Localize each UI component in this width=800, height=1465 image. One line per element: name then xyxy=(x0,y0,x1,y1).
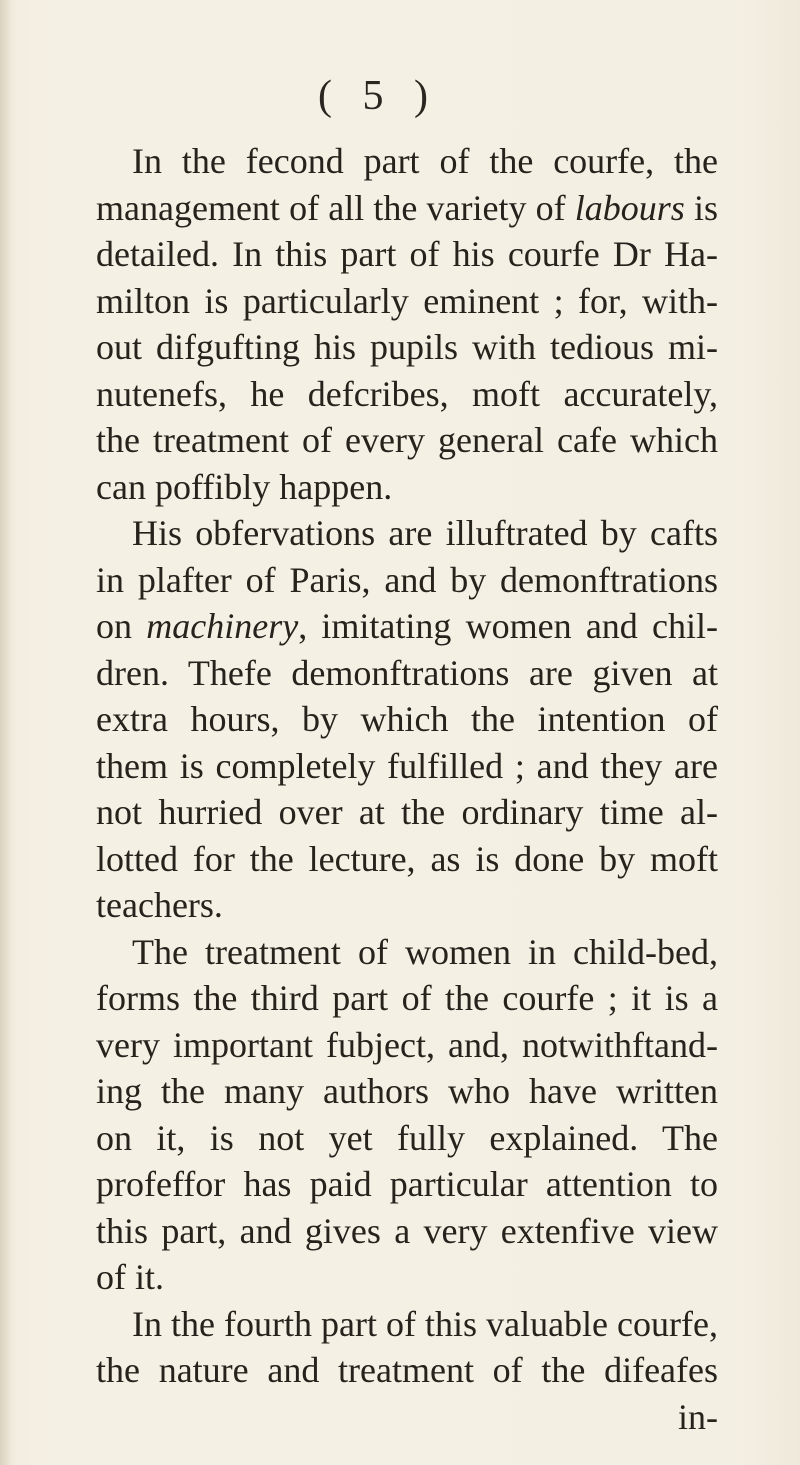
text-segment: forms the third part of the courfe ; it is a xyxy=(96,978,718,1018)
text-line xyxy=(96,324,718,371)
text-line xyxy=(96,185,718,232)
text-line xyxy=(96,975,718,1022)
text-segment: teachers. xyxy=(96,885,223,925)
text-segment: ing the many authors who have written xyxy=(96,1071,718,1111)
text-segment: lotted for the lecture, as is done by moft xyxy=(96,838,718,879)
text-line xyxy=(96,1254,718,1301)
text-line xyxy=(96,929,718,976)
text-segment: profeffor has paid particular attention to xyxy=(96,1164,718,1204)
text-segment: is xyxy=(684,187,719,228)
text-segment: this part, and gives a very extenfive view xyxy=(96,1210,718,1251)
text-line xyxy=(96,1022,718,1069)
text-segment: them is completely fulfilled ; and they are xyxy=(96,745,718,786)
italic-text: machinery xyxy=(146,606,299,646)
text-line xyxy=(96,743,718,790)
text-line xyxy=(96,1068,718,1115)
text-segment: in- xyxy=(678,1396,718,1437)
text-line xyxy=(96,1301,718,1348)
text-line xyxy=(96,836,718,883)
text-line xyxy=(96,417,718,464)
text-segment: on xyxy=(96,606,147,646)
text-line xyxy=(96,1208,718,1255)
body-text xyxy=(96,138,718,1440)
text-line xyxy=(96,1347,718,1394)
page-number: ( 5 ) xyxy=(318,73,438,119)
text-segment: dren. Thefe demonftrations are given at xyxy=(96,652,718,693)
text-line xyxy=(96,882,718,929)
text-line xyxy=(96,557,718,604)
text-segment: The treatment of women in child-bed, xyxy=(132,931,718,972)
text-segment: nutenefs, he defcribes, moft accurately, xyxy=(96,373,718,414)
page-gutter-shadow xyxy=(0,0,10,1465)
text-segment: can poffibly happen. xyxy=(96,466,393,507)
text-segment: very important fubject, and, notwithftand- xyxy=(96,1024,718,1065)
text-segment: in plafter of Paris, and by demonftrations xyxy=(96,559,718,600)
text-segment: , imitating women and chil- xyxy=(298,606,719,646)
text-line xyxy=(96,371,718,418)
text-line xyxy=(96,138,718,185)
text-line xyxy=(96,1161,718,1208)
text-line xyxy=(96,1115,718,1162)
italic-text: labours xyxy=(574,187,685,228)
text-segment: In the fourth part of this valuable courfe, xyxy=(132,1303,718,1344)
text-segment: not hurried over at the ordinary time al- xyxy=(96,792,718,832)
text-line xyxy=(96,603,718,650)
text-line xyxy=(96,278,718,325)
text-line xyxy=(96,510,718,557)
text-line xyxy=(96,1394,718,1441)
text-segment: In the fecond part of the courfe, the xyxy=(132,141,718,181)
text-segment: management of all the variety of xyxy=(96,187,575,228)
text-line xyxy=(96,789,718,836)
text-segment: on it, is not yet fully explained. The xyxy=(96,1117,718,1158)
text-line xyxy=(96,696,718,743)
text-segment: the nature and treatment of the difeafes xyxy=(96,1350,718,1390)
text-line xyxy=(96,231,718,278)
text-segment: milton is particularly eminent ; for, with- xyxy=(96,280,718,321)
text-segment: of it. xyxy=(96,1257,164,1297)
text-segment: extra hours, by which the intention of xyxy=(96,699,718,739)
text-line xyxy=(96,650,718,697)
text-segment: His obfervations are illuftrated by cafts xyxy=(132,513,718,553)
text-segment: detailed. In this part of his courfe Dr Ha- xyxy=(96,234,718,274)
text-segment: the treatment of every general cafe which xyxy=(96,420,718,460)
text-line xyxy=(96,464,718,511)
text-segment: out difgufting his pupils with tedious mi- xyxy=(96,327,718,367)
